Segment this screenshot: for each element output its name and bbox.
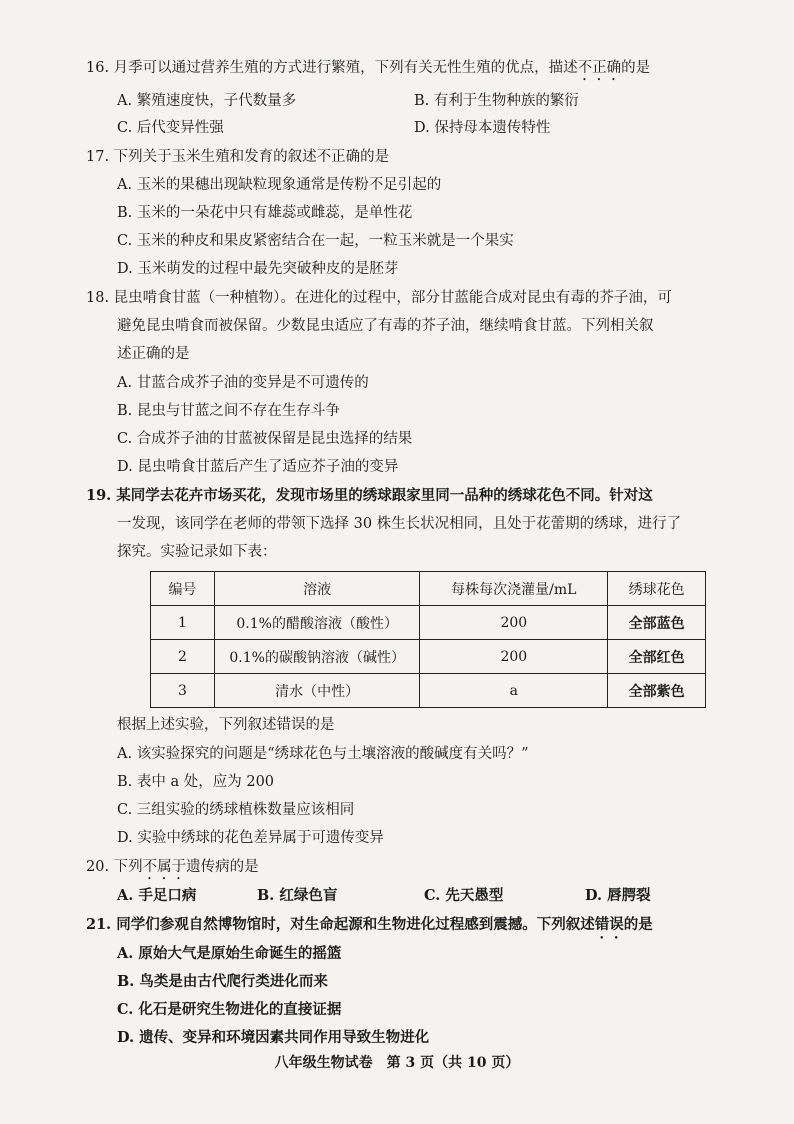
table-cell: 200	[420, 640, 608, 674]
q17-option-b: B. 玉米的一朵花中只有雄蕊或雌蕊，是单性花	[117, 205, 413, 221]
q19-prompt: 根据上述实验，下列叙述错误的是	[117, 717, 335, 733]
q16-option-a: A. 繁殖速度快，子代数量多	[117, 93, 297, 109]
table-cell: a	[420, 674, 608, 708]
table-cell: 2	[151, 640, 215, 674]
q19-option-c: C. 三组实验的绣球植株数量应该相同	[117, 802, 355, 818]
q17-option-d: D. 玉米萌发的过程中最先突破种皮的是胚芽	[117, 261, 399, 277]
table-cell: 全部紫色	[608, 674, 706, 708]
table-cell: 0.1%的碳酸钠溶液（碱性）	[214, 640, 420, 674]
q20-option-d: D. 唇腭裂	[585, 887, 651, 904]
table-cell: 0.1%的醋酸溶液（酸性）	[214, 606, 420, 640]
table-row	[151, 640, 706, 674]
q19-stem-line-2: 一发现，该同学在老师的带领下选择 30 株生长状况相同，且处于花蕾期的绣球，进行了	[117, 516, 682, 532]
table-row	[151, 606, 706, 640]
q16-stem-emphasis: 不正确	[577, 60, 622, 76]
q18-option-b: B. 昆虫与甘蓝之间不存在生存斗争	[117, 403, 340, 419]
q18-option-d: D. 昆虫啃食甘蓝后产生了适应芥子油的变异	[117, 459, 399, 475]
experiment-table	[150, 571, 706, 708]
q19-stem-line-3: 探究。实验记录如下表：	[117, 544, 277, 560]
table-cell: 3	[151, 674, 215, 708]
table-cell: 200	[420, 606, 608, 640]
table-cell: 全部红色	[608, 640, 706, 674]
q19-option-d: D. 实验中绣球的花色差异属于可遗传变异	[117, 830, 384, 846]
table-cell: 清水（中性）	[214, 674, 420, 708]
q16-option-c: C. 后代变异性强	[117, 120, 224, 136]
table-header-row	[151, 572, 706, 606]
table-row	[151, 674, 706, 708]
q21-option-d: D. 遗传、变异和环境因素共同作用导致生物进化	[117, 1029, 430, 1046]
q18-option-a: A. 甘蓝合成芥子油的变异是不可遗传的	[117, 375, 369, 391]
q21-option-b: B. 鸟类是由古代爬行类进化而来	[117, 973, 328, 990]
table-header-cell: 每株每次浇灌量/mL	[420, 572, 608, 606]
q18-stem-line-1: 18. 昆虫啃食甘蓝（一种植物）。在进化的过程中，部分甘蓝能合成对昆虫有毒的芥子油，可	[86, 290, 672, 306]
q21-stem-emphasis: 错误	[594, 916, 624, 933]
q18-option-c: C. 合成芥子油的甘蓝被保留是昆虫选择的结果	[117, 431, 413, 447]
q17-stem: 17. 下列关于玉米生殖和发育的叙述不正确的是	[86, 149, 390, 165]
table-cell: 1	[151, 606, 215, 640]
q17-option-a: A. 玉米的果穗出现缺粒现象通常是传粉不足引起的	[117, 177, 442, 193]
q20-option-c: C. 先天愚型	[424, 887, 504, 904]
q20-stem: 20. 下列不属于遗传病的是	[86, 859, 259, 875]
q16-option-b: B. 有利于生物种族的繁衍	[414, 93, 579, 109]
page-footer: 八年级生物试卷 第 3 页（共 10 页）	[274, 1055, 520, 1071]
q18-stem-line-3: 述正确的是	[117, 346, 190, 362]
q20-option-a: A. 手足口病	[117, 887, 197, 904]
q21-stem: 21. 同学们参观自然博物馆时，对生命起源和生物进化过程感到震撼。下列叙述错误的是	[86, 916, 653, 933]
q20-stem-emphasis: 不属于	[142, 859, 187, 875]
table-header-cell: 编号	[151, 572, 215, 606]
q16-option-d: D. 保持母本遗传特性	[414, 120, 551, 136]
q16-stem: 16. 月季可以通过营养生殖的方式进行繁殖，下列有关无性生殖的优点，描述不正确的是	[86, 60, 651, 76]
q18-stem-line-2: 避免昆虫啃食而被保留。少数昆虫适应了有毒的芥子油，继续啃食甘蓝。下列相关叙	[117, 318, 654, 334]
q20-option-b: B. 红绿色盲	[257, 887, 338, 904]
q21-option-a: A. 原始大气是原始生命诞生的摇篮	[117, 945, 342, 962]
table-header-cell: 溶液	[214, 572, 420, 606]
q19-stem-line-1: 19. 某同学去花卉市场买花，发现市场里的绣球跟家里同一品种的绣球花色不同。针对这	[86, 487, 653, 504]
table-cell: 全部蓝色	[608, 606, 706, 640]
q19-option-a: A. 该实验探究的问题是“绣球花色与土壤溶液的酸碱度有关吗？”	[117, 746, 529, 762]
table-header-cell: 绣球花色	[608, 572, 706, 606]
q19-option-b: B. 表中 a 处，应为 200	[117, 774, 275, 790]
q21-option-c: C. 化石是研究生物进化的直接证据	[117, 1001, 342, 1018]
q17-option-c: C. 玉米的种皮和果皮紧密结合在一起，一粒玉米就是一个果实	[117, 233, 514, 249]
